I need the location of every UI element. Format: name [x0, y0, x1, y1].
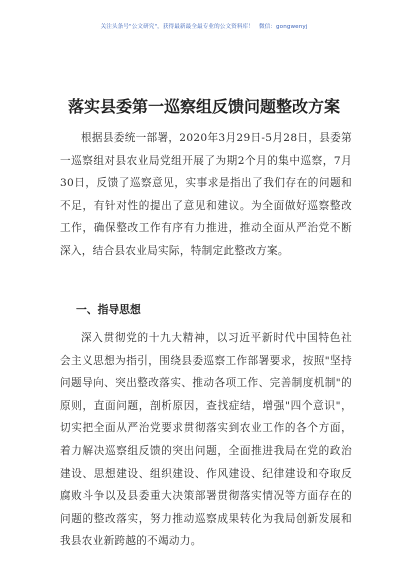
header-wechat-id: 微信：gongwenyj [258, 24, 308, 30]
document-title: 落实县委第一巡察组反馈问题整改方案 [67, 97, 340, 116]
section-1-paragraph: 深入贯彻党的十九大精神，以习近平新时代中国特色社会主义思想为指引，围绕县委巡察工作部署要求，按照"坚持问题导向、突出整改落实、推动各项工作、完善制度机制"的原则，直面问题，剖析原因，查找症结，增强"四个意识"，切实把全面从严治党要求贯彻落实到农业工作的各个方面，着力解决巡察组反馈的突出问题，全面推进我局在党的政治建设、思想建设、组织建设、作风建设、纪律建设和夺取反腐败斗争以及县委重大决策部署贯彻落实情况等方面存在的问题的整改落实，努力推动巡察成果转化为我局创新发展和我县农业新跨越的不竭动力。 [60, 332, 352, 548]
header-promo-note [0, 22, 408, 30]
section-heading-guiding-ideology: 一、指导思想 [76, 303, 141, 316]
intro-paragraph: 根据县委统一部署，2020年3月29日-5月28日，县委第一巡察组对县农业局党组开展了为期2个月的集中巡察，7月30日，反馈了巡察意见，实事求是指出了我们存在的问题和不足，有针对性的提出了意见和建议。为全面做好巡察整改工作，确保整改工作有序有力推进，推动全面从严治党不断深入，结合县农业局实际，特制定此整改方案。 [60, 132, 352, 257]
header-promo-text: 关注头条号"公文研究"，获得最新最全最专业的公文资料库！ [100, 24, 254, 30]
